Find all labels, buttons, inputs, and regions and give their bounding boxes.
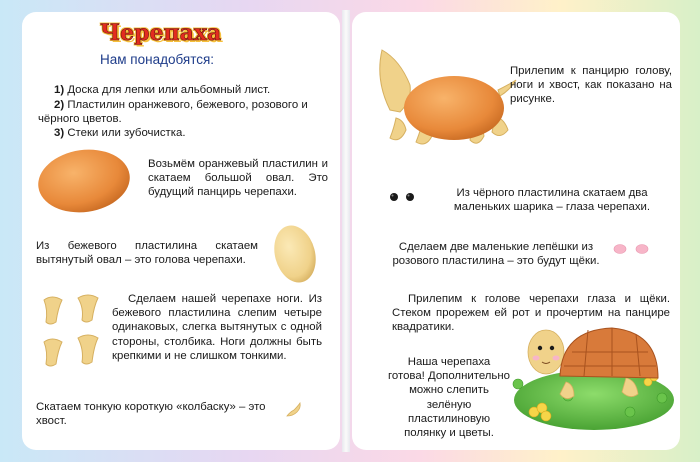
orange-oval-illustration bbox=[36, 148, 136, 218]
step-assemble: Прилепим к панцирю голову, ноги и хвост, как показано на рисунке. bbox=[510, 65, 672, 106]
beige-oval-illustration bbox=[270, 222, 320, 287]
eyes-illustration bbox=[388, 190, 418, 204]
list-item: 2) Пластилин оранжевого, бежевого, розового и чёрного цветов. bbox=[38, 99, 308, 126]
list-item: 1) Доска для лепки или альбомный лист. bbox=[54, 84, 271, 96]
step-cheeks: Сделаем две маленькие лепёшки из розового пластилина – это будут щёки. bbox=[392, 241, 600, 268]
materials-heading: Нам понадобятся: bbox=[100, 52, 215, 67]
page-fold bbox=[342, 10, 350, 452]
step-head: Из бежевого пластилина скатаем вытянутый овал – это голова черепахи. bbox=[36, 240, 258, 267]
page-title: Черепаха bbox=[100, 20, 222, 46]
step-tail: Скатаем тонкую короткую «колбаску» – это хвост. bbox=[36, 401, 266, 428]
step-legs: Сделаем нашей черепахе ноги. Из бежевого пластилина слепим четыре одинаковых, слегка вытянутых с одной стороны, столбика. Ноги должны быть крепкими и не слишком тонкими. bbox=[112, 293, 322, 362]
legs-illustration bbox=[38, 292, 108, 392]
cheeks-illustration bbox=[612, 242, 652, 256]
list-item: 3) Стеки или зубочистка. bbox=[54, 127, 186, 139]
step-finished: Наша черепаха готова! Дополнительно можно слепить зелёную пластилиновую полянку и цветы. bbox=[388, 356, 510, 440]
step-eyes: Из чёрного пластилина скатаем два маленьких шарика – глаза черепахи. bbox=[453, 187, 651, 214]
step-shell: Возьмём оранжевый пластилин и скатаем большой овал. Это будущий панцирь черепахи. bbox=[148, 158, 328, 199]
finished-turtle-illustration bbox=[508, 322, 678, 434]
tail-illustration bbox=[284, 400, 304, 420]
step-details: Прилепим к голове черепахи глаза и щёки. Стеком прорежем ей рот и прочертим на панцире квадратики. bbox=[392, 293, 670, 334]
turtle-assembled-illustration bbox=[370, 40, 520, 150]
